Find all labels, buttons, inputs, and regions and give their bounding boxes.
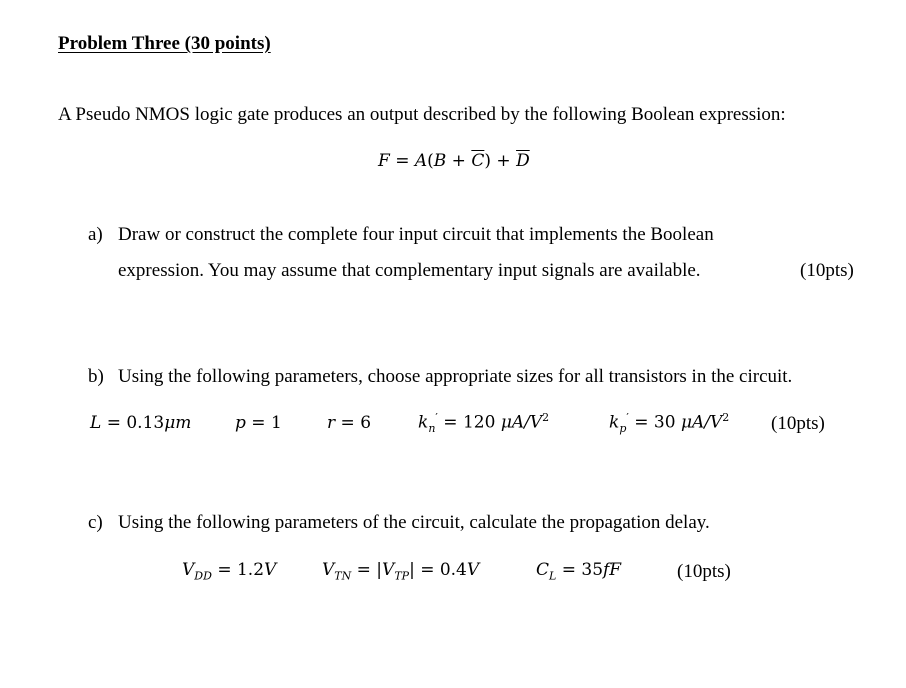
param-kp — [609, 411, 729, 435]
param-kp-value: = 30 — [628, 412, 681, 433]
expr-d-bar: $\overline{D}$ — [516, 151, 530, 171]
param-l — [90, 413, 191, 433]
expr-c-bar: $\overline{C}$ — [471, 151, 485, 171]
param-kn-symbol: k — [418, 412, 429, 433]
expr-close: ) — [484, 151, 491, 171]
param-kn-value: = 120 — [437, 412, 501, 433]
part-b-marker: b) — [88, 366, 104, 387]
param-kn-exp: 2 — [542, 411, 550, 424]
param-kn-sub: n — [428, 422, 436, 436]
param-vtp-unit: V — [466, 560, 480, 580]
part-a-points: (10pts) — [800, 260, 854, 281]
expr-f: F — [378, 151, 390, 171]
param-cl — [536, 560, 621, 582]
param-kn-prime: ′ — [435, 411, 438, 424]
param-r-value: = 6 — [335, 413, 372, 433]
param-cl-sub: L — [549, 569, 557, 583]
param-vt — [322, 560, 479, 582]
expr-plus-2: + — [491, 151, 517, 171]
part-a-marker: a) — [88, 224, 103, 245]
part-b-points: (10pts) — [771, 413, 825, 434]
page-title: Problem Three (30 points) — [58, 33, 271, 54]
param-kn-unit: μA/V — [500, 412, 543, 433]
part-a-line-2: expression. You may assume that complementary input signals are available. — [118, 260, 701, 281]
param-kp-exp: 2 — [722, 411, 730, 424]
param-p-symbol: p — [235, 413, 246, 433]
param-l-unit: μm — [164, 413, 192, 433]
param-r-symbol: r — [327, 413, 336, 433]
part-a-line-1: Draw or construct the complete four input circuit that implements the Boolean — [118, 224, 714, 245]
intro-text: A Pseudo NMOS logic gate produces an output described by the following Boolean expression: — [58, 104, 786, 125]
expr-eq: = — [389, 151, 415, 171]
param-vdd-symbol: V — [182, 560, 195, 580]
boolean-expression — [378, 151, 530, 171]
param-vtn-eq: = | — [351, 560, 383, 580]
param-vdd — [182, 560, 276, 582]
expr-a: A — [414, 151, 428, 171]
param-cl-symbol: C — [536, 560, 550, 580]
part-c-text: Using the following parameters of the circuit, calculate the propagation delay. — [118, 512, 710, 533]
param-kn — [418, 411, 549, 435]
param-r — [327, 413, 371, 433]
expr-open: ( — [427, 151, 434, 171]
param-vtn-sub: TN — [334, 569, 352, 583]
param-kp-unit: μA/V — [680, 412, 723, 433]
expr-b: B — [433, 151, 447, 171]
param-kp-symbol: k — [609, 412, 620, 433]
param-p-value: = 1 — [245, 413, 282, 433]
param-l-value: = 0.13 — [101, 413, 165, 433]
param-vdd-sub: DD — [194, 569, 212, 583]
param-l-symbol: L — [90, 413, 102, 433]
param-vtp-value: | = 0.4 — [409, 560, 467, 580]
part-b-text: Using the following parameters, choose appropriate sizes for all transistors in the circuit. — [118, 366, 793, 387]
part-c-points: (10pts) — [677, 561, 731, 582]
param-vdd-unit: V — [264, 560, 277, 580]
param-p — [235, 413, 282, 433]
param-vtn-symbol: V — [322, 560, 335, 580]
param-vtp-symbol: V — [382, 560, 395, 580]
param-vdd-value: = 1.2 — [211, 560, 265, 580]
param-cl-unit: fF — [603, 560, 622, 580]
part-c-marker: c) — [88, 512, 103, 533]
expr-plus: + — [446, 151, 472, 171]
param-kp-sub: p — [619, 422, 627, 436]
param-vtp-sub: TP — [394, 569, 410, 583]
param-kp-prime: ′ — [626, 411, 629, 424]
param-cl-value: = 35 — [556, 560, 604, 580]
